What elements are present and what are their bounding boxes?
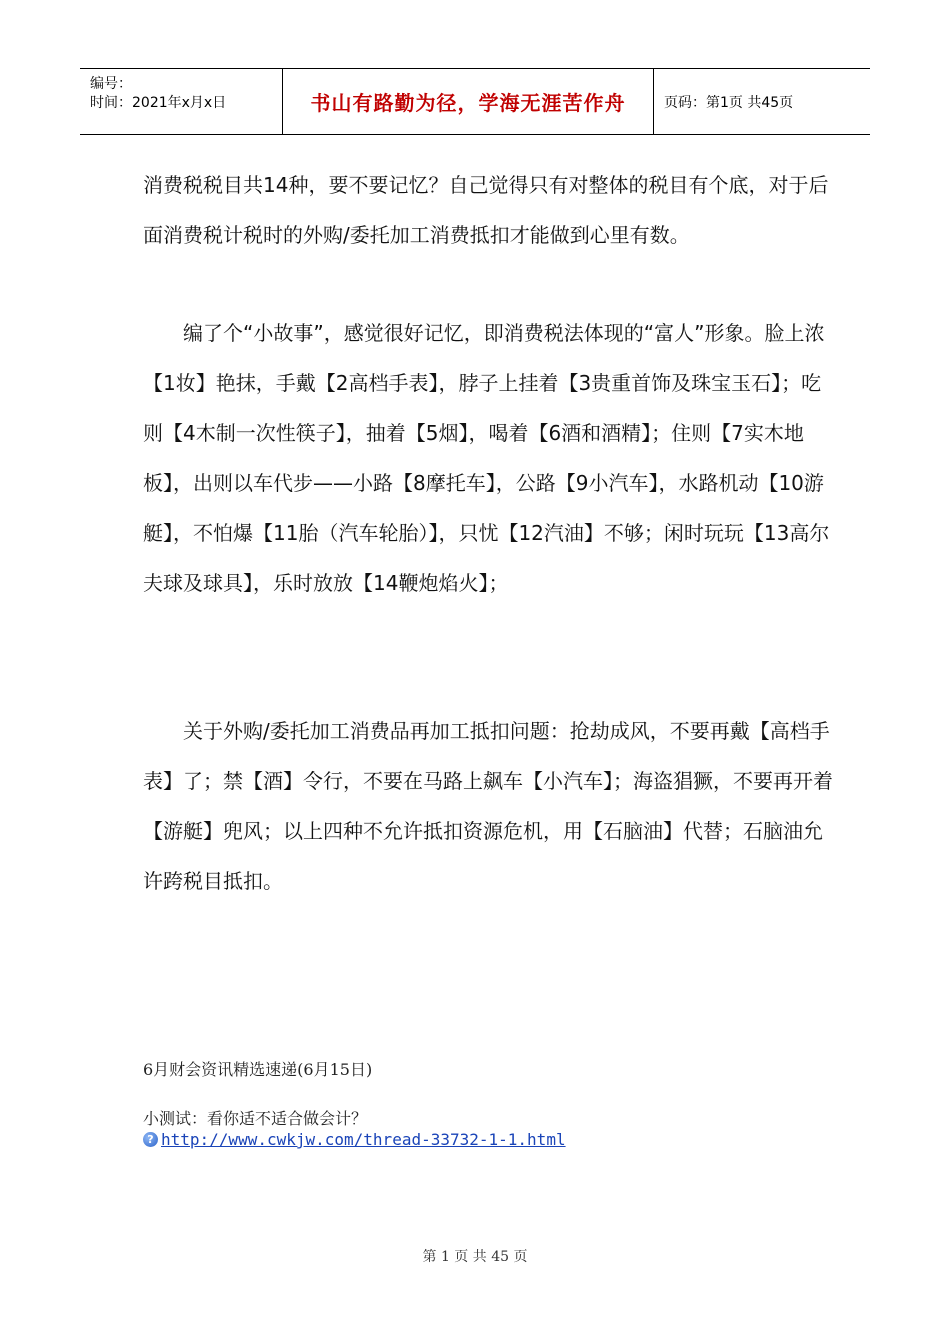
document-date: 时间：2021年x月x日 xyxy=(90,95,227,111)
quiz-title: 小测试：看你适不适合做会计？ xyxy=(143,1109,368,1128)
news-title: 6月财会资讯精选速递(6月15日) xyxy=(143,1060,373,1079)
link-row xyxy=(143,1130,566,1149)
document-number: 编号： xyxy=(90,76,132,92)
help-icon: ? xyxy=(143,1132,158,1147)
header-page-info: 页码：第1页 共45页 xyxy=(664,94,794,111)
paragraph-text: 编了个“小故事”，感觉很好记忆，即消费税法体现的“富人”形象。脸上浓【1妆】艳抹，手戴【2高档手表】，脖子上挂着【3贵重首饰及珠宝玉石】；吃则【4木制一次性筷子】，抽着【5烟】，喝着【6酒和酒精】；住则【7实木地板】，出则以车代步——小路【8摩托车】，公路【9小汽车】，水路机动【10游艇】，不怕爆【11胎（汽车轮胎）】，只忧【12汽油】不够；闲时玩玩【13高尔夫球及球具】，乐时放放【14鞭炮焰火】； xyxy=(143,321,830,595)
page-footer: 第 1 页 共 45 页 xyxy=(422,1249,528,1265)
paragraph-text: 关于外购/委托加工消费品再加工抵扣问题：抢劫成风，不要再戴【高档手表】了；禁【酒】令行，不要在马路上飙车【小汽车】；海盗猖獗，不要再开着【游艇】兜风；以上四种不允许抵扣资源危机，用【石脑油】代替；石脑油允许跨税目抵扣。 xyxy=(143,719,833,893)
header-meta xyxy=(80,69,282,134)
paragraph-text: 消费税税目共14种，要不要记忆？自己觉得只有对整体的税目有个底，对于后面消费税计税时的外购/委托加工消费抵扣才能做到心里有数。 xyxy=(143,173,829,247)
paragraph-story xyxy=(143,308,833,608)
paragraph-tax-items xyxy=(143,160,833,260)
thread-link[interactable]: http://www.cwkjw.com/thread-33732-1-1.html xyxy=(161,1130,566,1149)
page-header xyxy=(80,68,870,135)
header-motto: 书山有路勤为径，学海无涯苦作舟 xyxy=(282,69,654,134)
paragraph-deduction xyxy=(143,706,833,906)
